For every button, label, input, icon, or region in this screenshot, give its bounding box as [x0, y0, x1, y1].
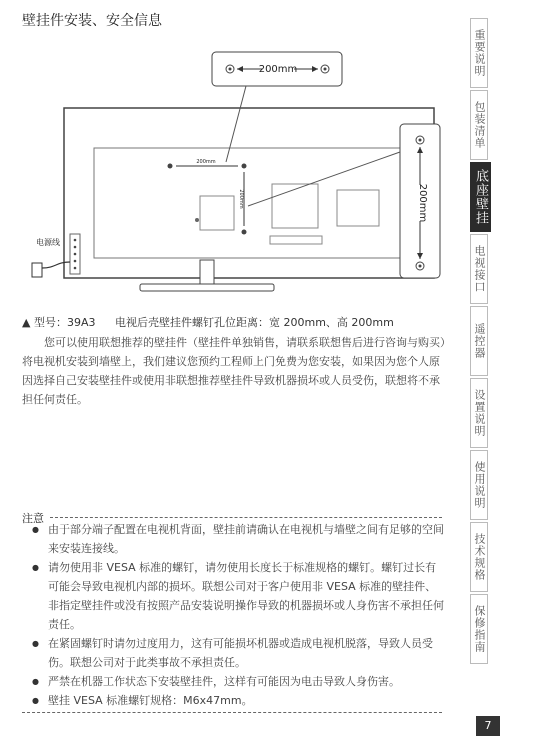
tv-stand-base [140, 284, 274, 291]
caption-text: 电视后壳壁挂件螺钉孔位距离：宽 200mm、高 200mm [114, 316, 394, 329]
port [74, 260, 77, 263]
component-dot [195, 218, 199, 222]
tab-usage[interactable]: 使用说明 [470, 450, 488, 520]
cable-label: 电源线 [36, 238, 60, 247]
screw-hole [242, 230, 247, 235]
section-sidebar [470, 18, 530, 666]
vertical-dimension: 200mm [417, 183, 428, 223]
tab-remote-control[interactable]: 遥控器 [470, 306, 488, 376]
install-paragraph: 您可以使用联想推荐的壁挂件（壁挂件单独销售，请联系联想售后进行咨询与购买）将电视机安装到墙壁上，我们建议您预约工程师上门免费为您安装，如果因为您个人原因选择自己安装壁挂件或使用非联想推荐壁挂件导致机器损坏或人员受伤，联想将不承担任何责任。 [22, 336, 446, 406]
notes-list [22, 520, 446, 710]
page-title: 壁挂件安装、安全信息 [22, 13, 162, 29]
tv-wall-mount-diagram [22, 40, 452, 305]
tab-settings[interactable]: 设置说明 [470, 378, 488, 448]
note-item: ● 严禁在机器工作状态下安装壁挂件，这样有可能因为电击导致人身伤害。 [22, 672, 446, 691]
port [74, 239, 77, 242]
notes-divider-bottom [22, 712, 442, 713]
tab-stand-wall-mount[interactable]: 底座壁挂 [470, 162, 491, 232]
figure-caption [22, 314, 394, 330]
note-item: ● 在紧固螺钉时请勿过度用力，这有可能损坏机器或造成电视机脱落，导致人员受伤。联想公司对于此类事故不承担责任。 [22, 634, 446, 672]
tab-package-list[interactable]: 包装清单 [470, 90, 488, 160]
port [74, 246, 77, 249]
tab-specifications[interactable]: 技术规格 [470, 522, 488, 592]
tab-warranty[interactable]: 保修指南 [470, 594, 488, 664]
port [74, 267, 77, 270]
small-vertical-dim: 200mm [238, 189, 244, 209]
notes-title: 注意 [22, 512, 44, 525]
screw-hole [168, 164, 173, 169]
tab-tv-ports[interactable]: 电视接口 [470, 234, 488, 304]
power-plug [32, 263, 42, 277]
tab-important-notes[interactable]: 重要说明 [470, 18, 488, 88]
note-item: ● 请勿使用非 VESA 标准的螺钉，请勿使用长度长于标准规格的螺钉。螺钉过长有可能会导致电视机内部的损坏。联想公司对于客户使用非 VESA 标准的壁挂件、非指定壁挂件或没有按照产品安装说明操作导致的机器损坏或人身伤害不承担任何责任。 [22, 558, 446, 634]
page-number: 7 [476, 716, 500, 736]
model-number: ▲ 型号：39A3 [22, 316, 96, 329]
port [74, 253, 77, 256]
screw-hole [242, 164, 247, 169]
horizontal-dimension: 200mm [258, 64, 298, 75]
note-item: ● 壁挂 VESA 标准螺钉规格：M6x47mm。 [22, 691, 446, 710]
note-item: ● 由于部分端子配置在电视机背面，壁挂前请确认在电视机与墙壁之间有足够的空间来安装连接线。 [22, 520, 446, 558]
small-horizontal-dim: 200mm [196, 159, 216, 165]
notes-divider-top [50, 517, 442, 518]
tv-stand-neck [200, 260, 214, 284]
